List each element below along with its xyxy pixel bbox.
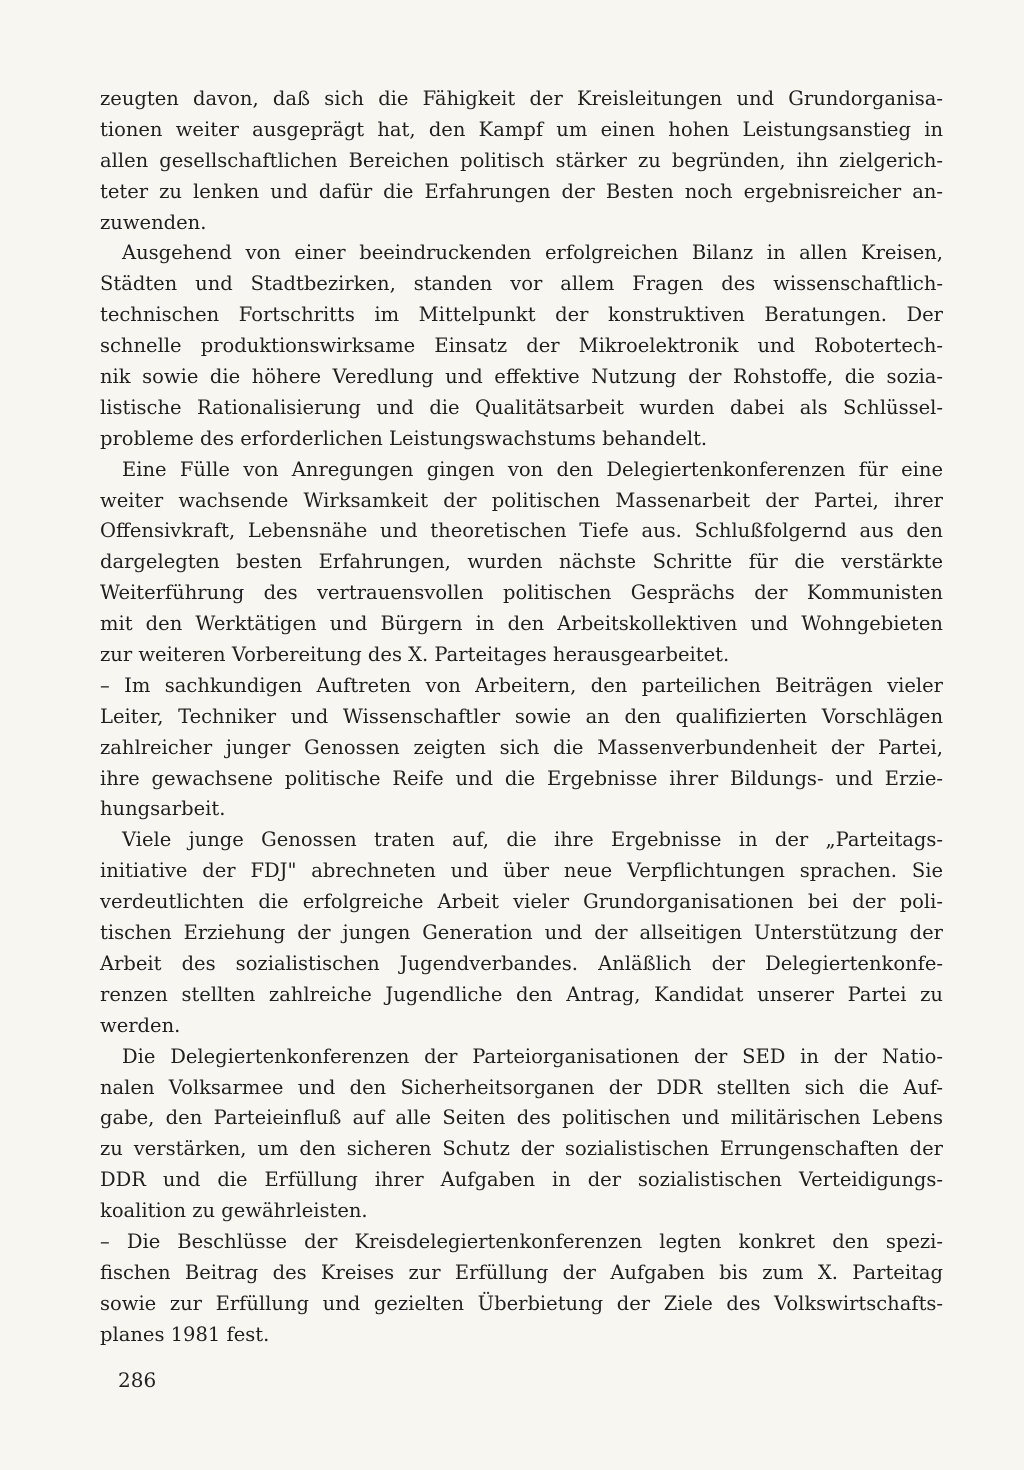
text-line: koalition zu gewährleisten. [100,1199,368,1223]
text-line: listische Rationalisierung und die Qualitätsarbeit wurden dabei als Schlüssel- [100,395,943,419]
page-number: 286 [118,1368,157,1392]
text-line: fischen Beitrag des Kreises zur Erfüllung der Aufgaben bis zum X. Parteitag [100,1260,943,1284]
text-line: Die Delegiertenkonferenzen der Parteiorganisationen der SED in der Natio- [122,1044,943,1068]
text-line: tischen Erziehung der jungen Generation und der allseitigen Unterstützung der [100,921,943,945]
text-line: zeugten davon, daß sich die Fähigkeit der Kreisleitungen und Grundorganisa- [100,87,943,110]
text-line: gabe, den Parteieinfluß auf alle Seiten des politischen und militärischen Lebens [100,1106,943,1130]
text-line: Offensivkraft, Lebensnähe und theoretischen Tiefe aus. Schlußfolgernd aus den [100,519,943,543]
text-line: Viele junge Genossen traten auf, die ihre Ergebnisse in der „Parteitags- [122,828,943,852]
text-line: DDR und die Erfüllung ihrer Aufgaben in der sozialistischen Verteidigungs- [100,1168,943,1192]
text-line: zur weiteren Vorbereitung des X. Parteitages herausgearbeitet. [100,643,730,667]
text-line: ihre gewachsene politische Reife und die Ergebnisse ihrer Bildungs- und Erzie- [100,766,943,790]
text-line: planes 1981 fest. [100,1322,270,1346]
text-line: allen gesellschaftlichen Bereichen politisch stärker zu begründen, ihn zielgerich- [100,148,943,172]
text-line: hungsarbeit. [100,797,226,821]
text-line: sowie zur Erfüllung und gezielten Überbietung der Ziele des Volkswirtschafts- [100,1291,943,1315]
text-line: werden. [100,1013,181,1037]
text-line: verdeutlichten die erfolgreiche Arbeit vieler Grundorganisationen bei der poli- [100,890,943,914]
text-line: zahlreicher junger Genossen zeigten sich die Massenverbundenheit der Partei, [100,735,943,759]
text-line: dargelegten besten Erfahrungen, wurden nächste Schritte für die verstärkte [100,550,943,574]
text-line: probleme des erforderlichen Leistungswachstums behandelt. [100,426,708,450]
text-line: Eine Fülle von Anregungen gingen von den Delegiertenkonferenzen für eine [122,457,943,481]
text-line: teter zu lenken und dafür die Erfahrungen der Besten noch ergebnisreicher an- [100,179,943,203]
text-line: Leiter, Techniker und Wissenschaftler sowie an den qualifizierten Vorschlägen [100,704,943,728]
body-text [100,84,943,1351]
text-line: weiter wachsende Wirksamkeit der politischen Massenarbeit der Partei, ihrer [100,488,943,512]
text-line: renzen stellten zahlreiche Jugendliche den Antrag, Kandidat unserer Partei zu [100,982,943,1006]
text-line: nalen Volksarmee und den Sicherheitsorganen der DDR stellten sich die Auf- [100,1075,943,1099]
text-line: Ausgehend von einer beeindruckenden erfolgreichen Bilanz in allen Kreisen, [122,241,943,265]
text-line: – Im sachkundigen Auftreten von Arbeitern, den parteilichen Beiträgen vieler [100,673,943,697]
text-line: technischen Fortschritts im Mittelpunkt der konstruktiven Beratungen. Der [100,303,943,327]
text-line: mit den Werktätigen und Bürgern in den Arbeitskollektiven und Wohngebieten [100,612,943,636]
text-line: Städten und Stadtbezirken, standen vor allem Fragen des wissenschaftlich- [100,272,943,296]
text-line: Arbeit des sozialistischen Jugendverbandes. Anläßlich der Delegiertenkonfe- [100,951,943,975]
text-line: initiative der FDJ" abrechneten und über neue Verpflichtungen sprachen. Sie [100,859,943,883]
text-line: zu verstärken, um den sicheren Schutz der sozialistischen Errungenschaften der [100,1137,943,1161]
text-line: schnelle produktionswirksame Einsatz der Mikroelektronik und Robotertech- [100,334,943,358]
text-line: – Die Beschlüsse der Kreisdelegiertenkonferenzen legten konkret den spezi- [100,1229,943,1253]
text-line: Weiterführung des vertrauensvollen politischen Gesprächs der Kommunisten [100,581,943,605]
text-line: zuwenden. [100,210,207,234]
text-line: tionen weiter ausgeprägt hat, den Kampf um einen hohen Leistungsanstieg in [100,117,943,141]
text-line: nik sowie die höhere Veredlung und effektive Nutzung der Rohstoffe, die sozia- [100,365,943,389]
